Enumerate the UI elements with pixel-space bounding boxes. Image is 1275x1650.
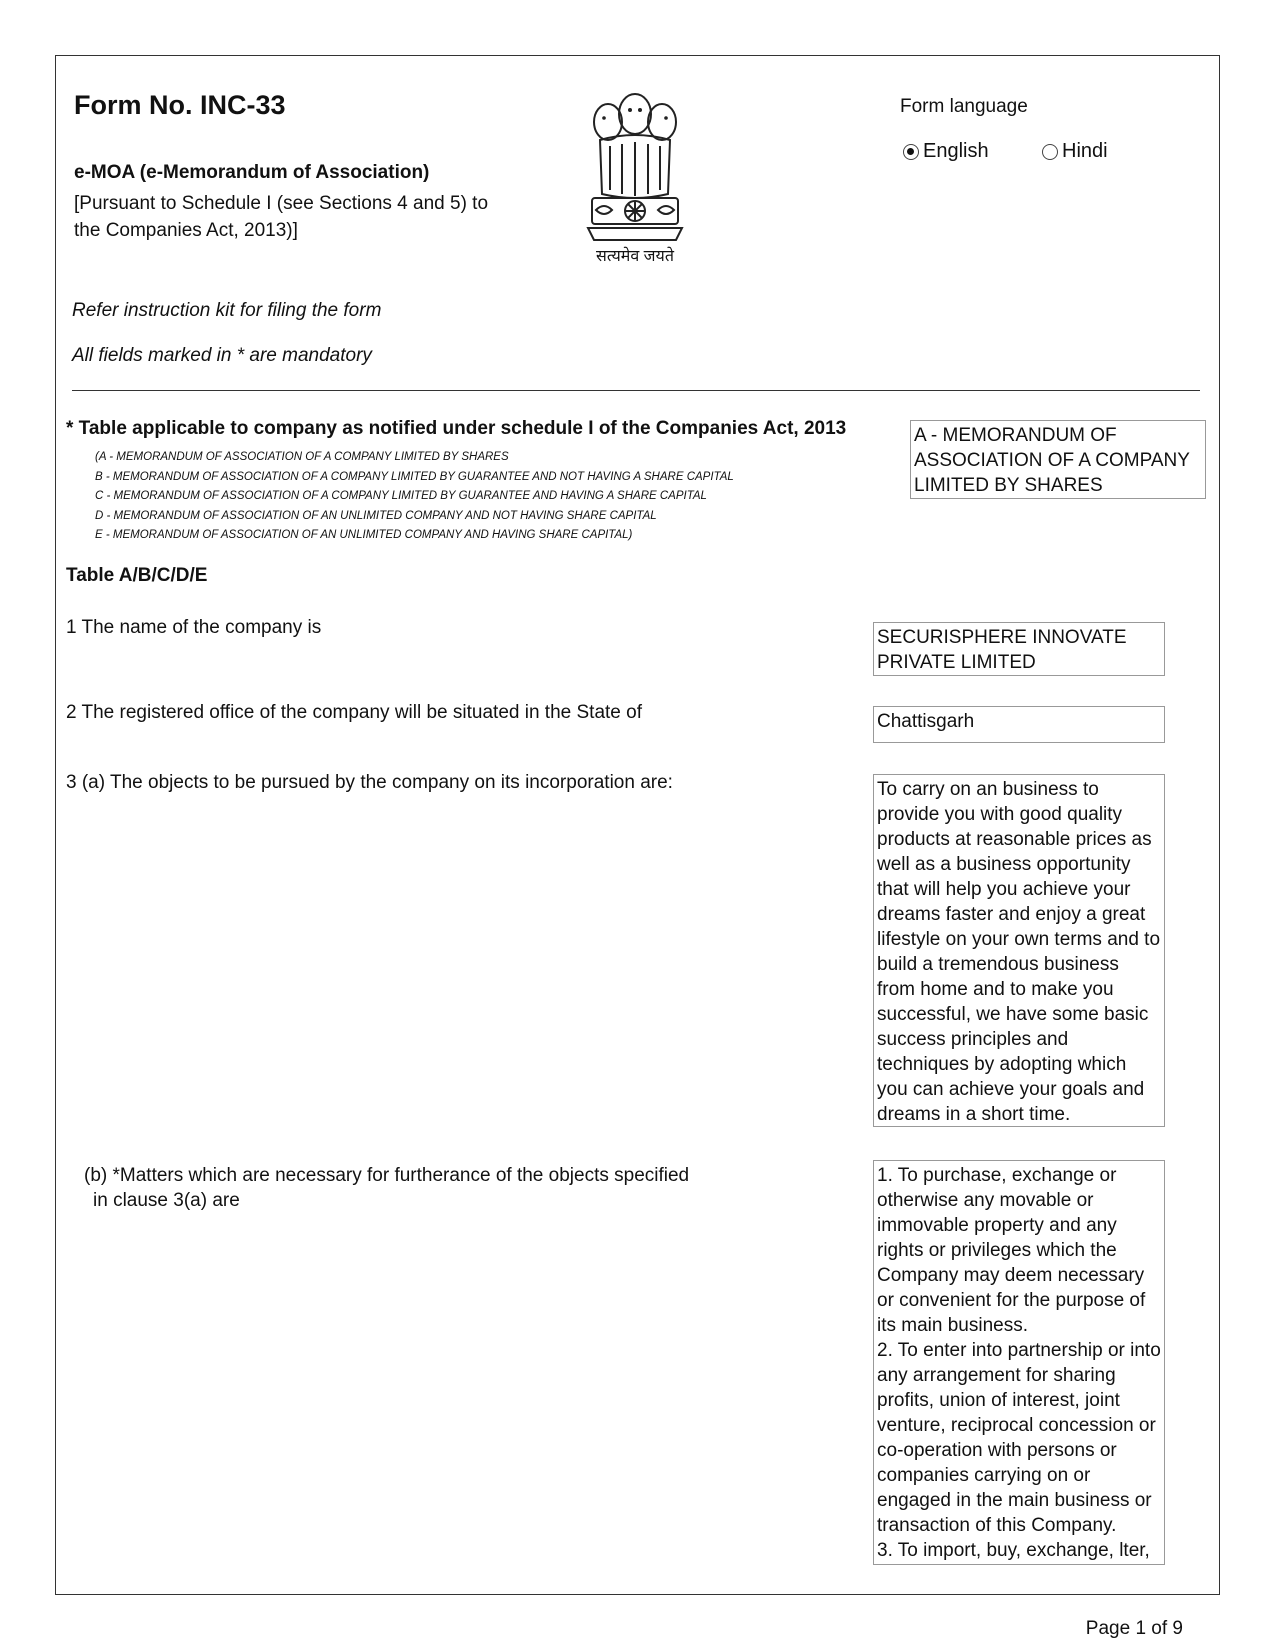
table-option-c: C - MEMORANDUM OF ASSOCIATION OF A COMPANY LIMITED BY GUARANTEE AND HAVING A SHARE CAPITAL xyxy=(95,490,707,502)
form-subtitle: e-MOA (e-Memorandum of Association) xyxy=(74,162,430,183)
instruction-kit-note: Refer instruction kit for filing the form xyxy=(72,300,382,321)
table-option-b: B - MEMORANDUM OF ASSOCIATION OF A COMPANY LIMITED BY GUARANTEE AND NOT HAVING A SHARE CAPITAL xyxy=(95,470,734,483)
radio-selected-icon[interactable] xyxy=(903,144,919,160)
language-option-label: English xyxy=(923,140,989,162)
matters-label xyxy=(84,1163,724,1213)
matters-label-line2: in clause 3(a) are xyxy=(93,1190,240,1211)
registered-office-state-field[interactable]: Chattisgarh xyxy=(873,706,1165,743)
national-emblem-icon xyxy=(580,72,690,267)
section-heading: Table A/B/C/D/E xyxy=(66,565,208,586)
company-name-label: 1 The name of the company is xyxy=(66,617,322,638)
language-option-hindi[interactable] xyxy=(1042,140,1108,163)
emblem-caption: सत्यमेव जयते xyxy=(596,248,674,265)
radio-unselected-icon[interactable] xyxy=(1042,144,1058,160)
registered-office-state-label: 2 The registered office of the company will be situated in the State of xyxy=(66,702,642,723)
table-option-d: D - MEMORANDUM OF ASSOCIATION OF AN UNLIMITED COMPANY AND NOT HAVING SHARE CAPITAL xyxy=(95,509,657,522)
pursuant-text: [Pursuant to Schedule I (see Sections 4 and 5) to the Companies Act, 2013)] xyxy=(74,193,489,241)
table-options-list xyxy=(95,448,734,546)
matters-field[interactable]: 1. To purchase, exchange or otherwise any movable or immovable property and any rights or privileges which the Company may deem necessary or convenient for the purpose of its main business. 2. To enter into partnership or into any arrangement for sharing profits, union of interest, joint venture, reciprocal concession or co-operation with persons or companies carrying on or engaged in the main business or transaction of this Company. 3. To import, buy, exchange, lter, xyxy=(873,1160,1165,1565)
matters-label-line1: (b) *Matters which are necessary for furtherance of the objects specified xyxy=(84,1165,690,1186)
table-applicable-field[interactable]: A - MEMORANDUM OF ASSOCIATION OF A COMPANY LIMITED BY SHARES xyxy=(910,420,1206,499)
table-applicable-question: * Table applicable to company as notified under schedule I of the Companies Act, 2013 xyxy=(66,418,847,439)
page-number: Page 1 of 9 xyxy=(1085,1618,1183,1639)
table-option-e: E - MEMORANDUM OF ASSOCIATION OF AN UNLIMITED COMPANY AND HAVING SHARE CAPITAL) xyxy=(95,529,633,541)
language-option-label: Hindi xyxy=(1062,140,1108,162)
company-name-field[interactable]: SECURISPHERE INNOVATE PRIVATE LIMITED xyxy=(873,622,1165,676)
divider xyxy=(72,390,1200,391)
objects-label: 3 (a) The objects to be pursued by the company on its incorporation are: xyxy=(66,772,673,793)
objects-field[interactable]: To carry on an business to provide you with good quality products at reasonable prices as well as a business opportunity that will help you achieve your dreams faster and enjoy a great lifestyle on your own terms and to build a tremendous business from home and to make you successful, we have some basic success principles and techniques by adopting which you can achieve your goals and dreams in a short time. xyxy=(873,774,1165,1127)
table-option-a: (A - MEMORANDUM OF ASSOCIATION OF A COMPANY LIMITED BY SHARES xyxy=(95,451,509,463)
language-option-english[interactable] xyxy=(903,140,989,163)
form-title: Form No. INC-33 xyxy=(74,90,286,120)
form-language-label: Form language xyxy=(900,96,1028,117)
mandatory-fields-note: All fields marked in * are mandatory xyxy=(72,345,372,366)
